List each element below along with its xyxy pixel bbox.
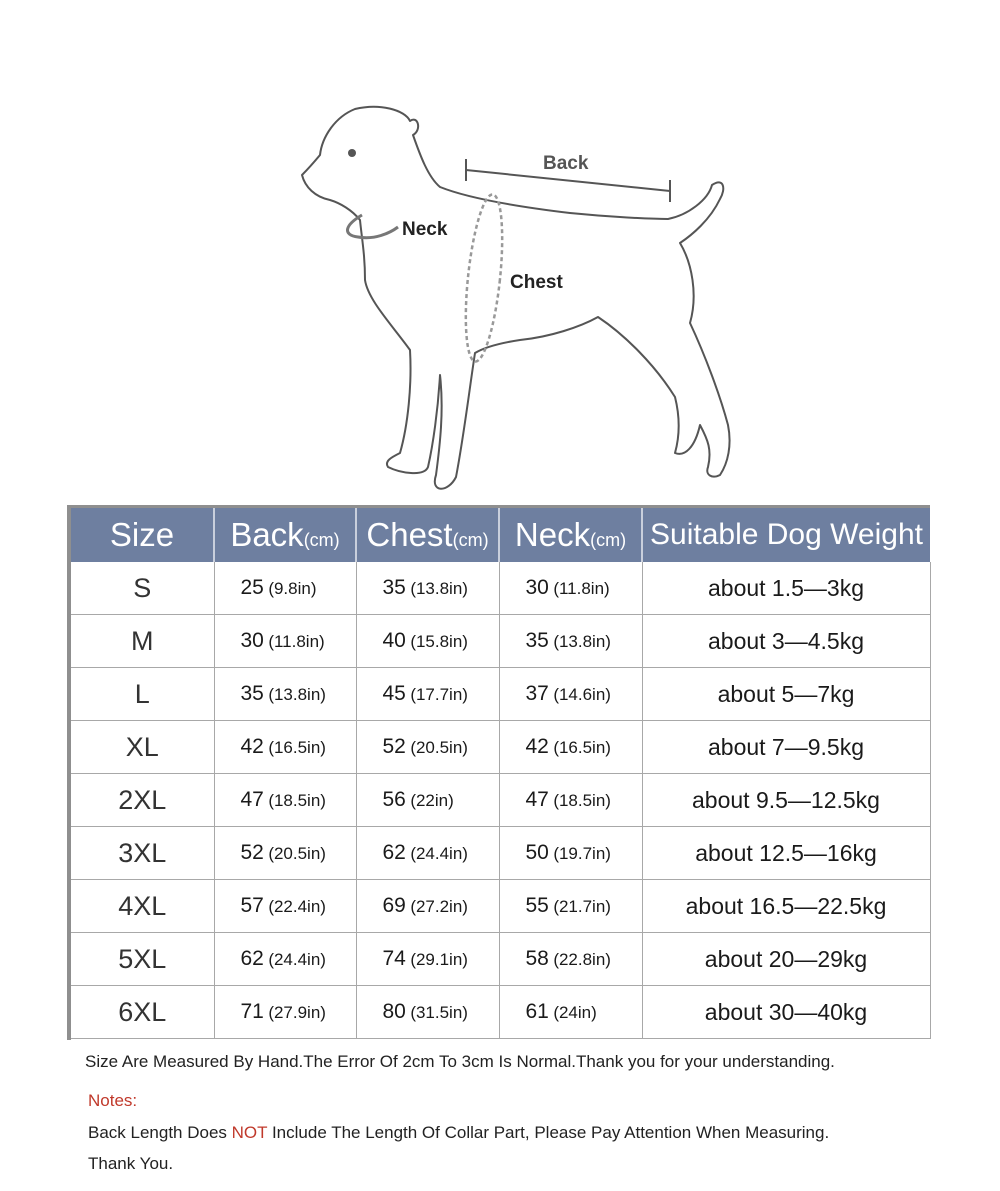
neck-cell: 50 (19.7in): [499, 827, 642, 880]
table-row: [71, 562, 930, 615]
back-length-note: Back Length Does NOT Include The Length Of Collar Part, Please Pay Attention When Measuring.: [88, 1123, 830, 1142]
chest-cell: 35 (13.8in): [356, 562, 499, 615]
size-cell: 6XL: [71, 986, 214, 1039]
weight-cell: about 3—4.5kg: [642, 615, 930, 668]
table-row: [71, 668, 930, 721]
size-cell: 4XL: [71, 880, 214, 933]
weight-cell: about 16.5—22.5kg: [642, 880, 930, 933]
size-chart-table: [67, 505, 930, 1040]
neck-cell: 37 (14.6in): [499, 668, 642, 721]
back-cell: 52 (20.5in): [214, 827, 356, 880]
dog-body-outline: [302, 107, 730, 489]
back-cell: 62 (24.4in): [214, 933, 356, 986]
back-cell: 35 (13.8in): [214, 668, 356, 721]
back-cell: 47 (18.5in): [214, 774, 356, 827]
size-table: [71, 508, 931, 1039]
table-body: [71, 562, 930, 1039]
back-cell: 42 (16.5in): [214, 721, 356, 774]
chest-cell: 62 (24.4in): [356, 827, 499, 880]
thanks-note: Thank You.: [88, 1154, 174, 1173]
neck-cell: 58 (22.8in): [499, 933, 642, 986]
chest-cell: 74 (29.1in): [356, 933, 499, 986]
weight-cell: about 1.5—3kg: [642, 562, 930, 615]
notes-title: Notes:: [88, 1091, 138, 1110]
table-row: [71, 615, 930, 668]
table-row: [71, 827, 930, 880]
header-chest: Chest(cm): [356, 508, 499, 562]
weight-cell: about 5—7kg: [642, 668, 930, 721]
chest-cell: 52 (20.5in): [356, 721, 499, 774]
table-row: [71, 721, 930, 774]
back-cell: 30 (11.8in): [214, 615, 356, 668]
weight-cell: about 30—40kg: [642, 986, 930, 1039]
chest-cell: 80 (31.5in): [356, 986, 499, 1039]
neck-measure-line: [347, 215, 398, 238]
neck-cell: 42 (16.5in): [499, 721, 642, 774]
back-cell: 25 (9.8in): [214, 562, 356, 615]
chest-cell: 40 (15.8in): [356, 615, 499, 668]
neck-cell: 47 (18.5in): [499, 774, 642, 827]
size-cell: 5XL: [71, 933, 214, 986]
not-emphasis: NOT: [231, 1123, 268, 1142]
back-cell: 71 (27.9in): [214, 986, 356, 1039]
weight-cell: about 7—9.5kg: [642, 721, 930, 774]
size-cell: XL: [71, 721, 214, 774]
size-cell: M: [71, 615, 214, 668]
neck-cell: 55 (21.7in): [499, 880, 642, 933]
size-cell: S: [71, 562, 214, 615]
chest-label: Chest: [510, 272, 563, 293]
neck-cell: 35 (13.8in): [499, 615, 642, 668]
size-cell: 3XL: [71, 827, 214, 880]
neck-cell: 30 (11.8in): [499, 562, 642, 615]
chest-cell: 69 (27.2in): [356, 880, 499, 933]
weight-cell: about 12.5—16kg: [642, 827, 930, 880]
neck-label: Neck: [402, 219, 448, 240]
table-row: [71, 774, 930, 827]
size-cell: 2XL: [71, 774, 214, 827]
table-row: [71, 933, 930, 986]
dog-eye: [348, 149, 356, 157]
dog-measurement-diagram: [280, 95, 750, 500]
chest-cell: 56 (22in): [356, 774, 499, 827]
chest-measure-ring: [459, 193, 508, 363]
chest-cell: 45 (17.7in): [356, 668, 499, 721]
weight-cell: about 20—29kg: [642, 933, 930, 986]
dog-outline-illustration: [280, 95, 750, 500]
back-cell: 57 (22.4in): [214, 880, 356, 933]
table-row: [71, 986, 930, 1039]
header-neck: Neck(cm): [499, 508, 642, 562]
neck-cell: 61 (24in): [499, 986, 642, 1039]
header-weight: Suitable Dog Weight: [642, 508, 930, 562]
weight-cell: about 9.5—12.5kg: [642, 774, 930, 827]
table-row: [71, 880, 930, 933]
back-label: Back: [543, 153, 589, 174]
header-back: Back(cm): [214, 508, 356, 562]
measurement-note: Size Are Measured By Hand.The Error Of 2cm To 3cm Is Normal.Thank you for your understanding.: [85, 1052, 835, 1071]
table-header-row: [71, 508, 930, 562]
header-size: Size: [71, 508, 214, 562]
size-cell: L: [71, 668, 214, 721]
